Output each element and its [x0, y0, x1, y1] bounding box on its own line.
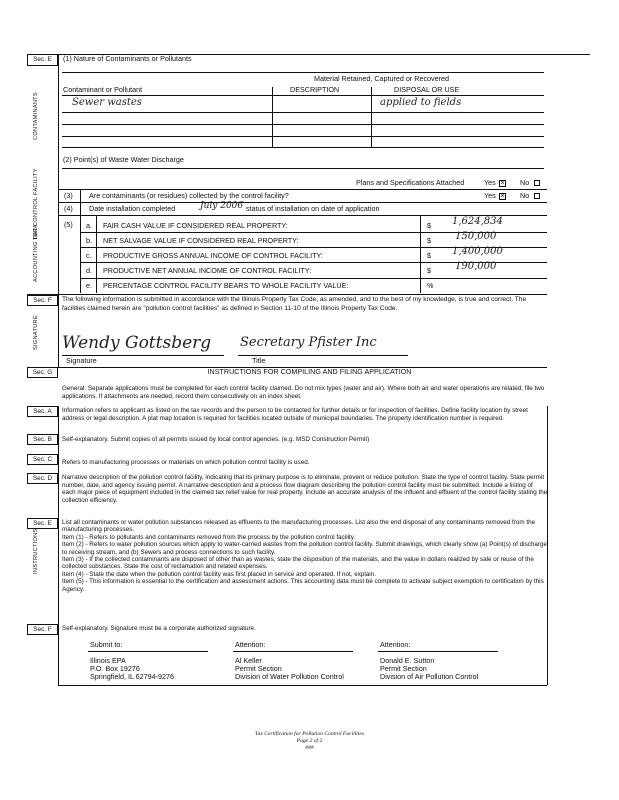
instr-text-b: Self-explanatory. Submit copies of all permits issued by local control agencies. (e.g. MSD Construction Permit): [62, 436, 370, 443]
signature-hand[interactable]: Wendy Gottsberg: [62, 333, 212, 353]
rule: [547, 406, 548, 685]
q5-num: (5): [64, 220, 73, 229]
footer-line-3: ###: [305, 745, 314, 751]
row-hand: 190,000: [455, 261, 497, 272]
sec-e-left-rule: [58, 54, 59, 296]
address-line: Division of Air Pollution Control: [380, 672, 479, 681]
instr-sec-e: Sec. E: [27, 518, 58, 529]
rule: [80, 278, 547, 279]
rule: [62, 95, 544, 96]
row-text: PERCENTAGE CONTROL FACILITY BEARS TO WHOLE FACILITY VALUE:: [103, 281, 349, 290]
row-hand: 1,624,834: [452, 216, 503, 227]
row-hand: 1,400,000: [452, 246, 503, 257]
rule: [96, 215, 97, 293]
col-description: DESCRIPTION: [290, 85, 340, 94]
row-prefix: %: [427, 281, 434, 290]
instr-sec-d: Sec. D: [27, 473, 58, 484]
plans-no: No: [520, 178, 530, 187]
address-line: P.O. Box 19276: [90, 664, 140, 673]
rule: [272, 87, 273, 147]
hand-contaminant: Sewer wastes: [72, 97, 142, 108]
q3-yes-checkbox[interactable]: ×: [500, 193, 505, 200]
sec-e-label: Sec. E: [27, 54, 58, 66]
submit-to-label: Submit to:: [90, 640, 123, 649]
rule: [88, 651, 208, 652]
rule: [62, 72, 544, 73]
rule: [233, 651, 353, 652]
row-letter: d.: [86, 266, 92, 275]
address-line: Division of Water Pollution Control: [235, 672, 344, 681]
sec-e-side-label: CONTAMINANTS: [33, 92, 39, 140]
instr-text-f: Self-explanatory. Signature must be a corporate authorized signature.: [62, 625, 256, 632]
address-line: Permit Section: [380, 664, 427, 673]
row-text: PRODUCTIVE GROSS ANNUAL INCOME OF CONTROL FACILITY:: [103, 251, 323, 260]
instr-text-a: Information refers to applicant as listed on the tax records and the person to be contacted for further details or for inspection of facilities. Define facility location by street address or legal description. A plat map location is required for facilities located outside of municipal boundaries. The property identification number is required.: [62, 407, 528, 422]
row-prefix: $: [427, 236, 431, 245]
title-label: Title: [252, 356, 266, 365]
general-text: General: Separate applications must be completed for each control facility claimed. Do not mix types (water and air). Where both air and water operations are related, file two applications. If attachments are needed, record them consecutively on an index sheet.: [62, 385, 545, 400]
sec-f-text: The following information is submitted in accordance with the Illinois Property Tax Code, as amended, and to the best of my knowledge, is true and correct. The facilities claimed herein are "pollution control facilities" as defined in Section 11-10 of the Illinois Property Tax Code.: [62, 296, 527, 312]
rule: [58, 406, 59, 685]
rule: [62, 147, 544, 148]
material-header: Material Retained, Captured or Recovered: [314, 74, 450, 83]
address-line: Illinois EPA: [90, 656, 126, 665]
hand-disposal: applied to fields: [380, 97, 462, 108]
plans-yes: Yes: [484, 178, 496, 187]
instr-sec-c: Sec. C: [27, 454, 58, 465]
rule: [58, 202, 547, 203]
sec-f-label: Sec. F: [27, 295, 58, 306]
sec-g-label: Sec. G: [27, 367, 58, 378]
rule: [62, 112, 544, 113]
row-hand: 150,000: [455, 231, 497, 242]
rule: [62, 124, 544, 125]
instr-sec-f: Sec. F: [27, 624, 58, 635]
sec-e-side-label-b: TER CONTROL FACILITY: [33, 168, 39, 240]
row-text: PRODUCTIVE NET ANNUAL INCOME OF CONTROL FACILITY:: [103, 266, 312, 275]
plans-text: Plans and Specifications Attached: [356, 178, 465, 187]
q4-tail: status of installation on date of application: [246, 204, 380, 213]
rule: [58, 685, 547, 686]
rule: [62, 168, 544, 169]
row-text: FAIR CASH VALUE IF CONSIDERED REAL PROPERTY:: [103, 221, 288, 230]
instr-sec-a: Sec. A: [27, 406, 58, 417]
attention-label-2: Attention:: [380, 640, 411, 649]
sec-f-side-label: SIGNATURE: [33, 315, 39, 350]
rule: [58, 189, 547, 190]
q3-no: No: [520, 191, 530, 200]
rule: [378, 651, 498, 652]
rule: [62, 136, 544, 137]
instructions-heading: INSTRUCTIONS FOR COMPILING AND FILING APPLICATION: [207, 367, 412, 376]
col-contaminant: Contaminant or Pollutant: [63, 85, 143, 94]
row-letter: b.: [86, 236, 92, 245]
rule: [58, 295, 59, 367]
col-disposal: DISPOSAL OR USE: [394, 85, 460, 94]
signature-label: Signature: [66, 356, 97, 365]
instr-text-c: Refers to manufacturing processes or materials on which pollution control facility is used.: [62, 459, 310, 466]
address-line: Donald E. Sutton: [380, 656, 435, 665]
plans-no-checkbox[interactable]: [534, 180, 540, 186]
q4-num: (4): [64, 204, 73, 213]
plans-yes-checkbox[interactable]: ×: [500, 180, 505, 187]
instr-text-e: List all contaminants or water pollution substances released as effluents to the manufacturing processes. List also the end disposal of any contaminants removed from the manufacturing processes. Item (1) - Refers to pollutants and contaminants removed from the process by the pollution control facility. Item (2) - Refers to water pollution sources which apply to water-carried wastes from the pollution control facility. Submit drawings, which clearly show (a) Point(s) of discharge to receiving stream, and (b) Sewers and process connections to such facility. Item (3) - If the collected contaminants are disposed of other than as wastes, state the disposition of the materials, and the value in dollars realized by sale or reuse of the collected substances. State the cost of reclamation and related expenses. Item (4) - State the date when the pollution control facility was first placed in service and operated. If not, explain. Item (5) - This information is essential to the certification and assessment actions. This accounting data must be complete to activate subject exemption to certification by this Agency.: [62, 519, 547, 593]
q4-text: Date installation completed: [89, 204, 176, 213]
rule: [27, 294, 547, 295]
q3-num: (3): [64, 191, 73, 200]
row-letter: e.: [86, 281, 92, 290]
q4-hand: July 2006: [200, 201, 244, 211]
instr-text-d: Narrative description of the pollution control facility, indicating that its primary purpose is to eliminate, prevent or reduce pollution. State the type of control facility. State permit number, date, and agency issuing permit. A narrative description and a process flow diagram describing the pollution control facility must be submitted. Include a listing of each major piece of equipment included in the claimed tax relief value for real property. Include an accurate analysis of the influent and effluent of the control facility stating the collection efficiency.: [62, 474, 548, 504]
footer-line-1: Tax Certification for Pollution Control Facilities: [254, 731, 365, 737]
row-prefix: $: [427, 221, 431, 230]
footer-line-2: Page 2 of 2: [296, 738, 323, 744]
address-line: Al Keller: [235, 656, 262, 665]
instr-sec-b: Sec. B: [27, 434, 58, 445]
q3-yes: Yes: [484, 191, 496, 200]
row-text: NET SALVAGE VALUE IF CONSIDERED REAL PROPERTY:: [103, 236, 299, 245]
address-line: Permit Section: [235, 664, 282, 673]
sec-g-side-label: INSTRUCTIONS: [33, 528, 39, 574]
nature-title: (1) Nature of Contaminants or Pollutants: [63, 54, 192, 63]
row-letter: c.: [86, 251, 92, 260]
row-prefix: $: [427, 266, 431, 275]
accounting-side-label: ACCOUNTING DATA: [33, 224, 39, 282]
q3-text: Are contaminants (or residues) collected by the control facility?: [89, 191, 289, 200]
rule: [420, 215, 421, 293]
row-letter: a.: [86, 221, 92, 230]
attention-label-1: Attention:: [235, 640, 266, 649]
rule: [371, 87, 372, 147]
row-prefix: $: [427, 251, 431, 260]
address-line: Springfield, IL 62794-9276: [90, 672, 175, 681]
points-title: (2) Point(s) of Waste Water Discharge: [63, 155, 184, 164]
title-hand: Secretary Pfister Inc: [240, 335, 377, 350]
q3-no-checkbox[interactable]: [534, 193, 540, 199]
